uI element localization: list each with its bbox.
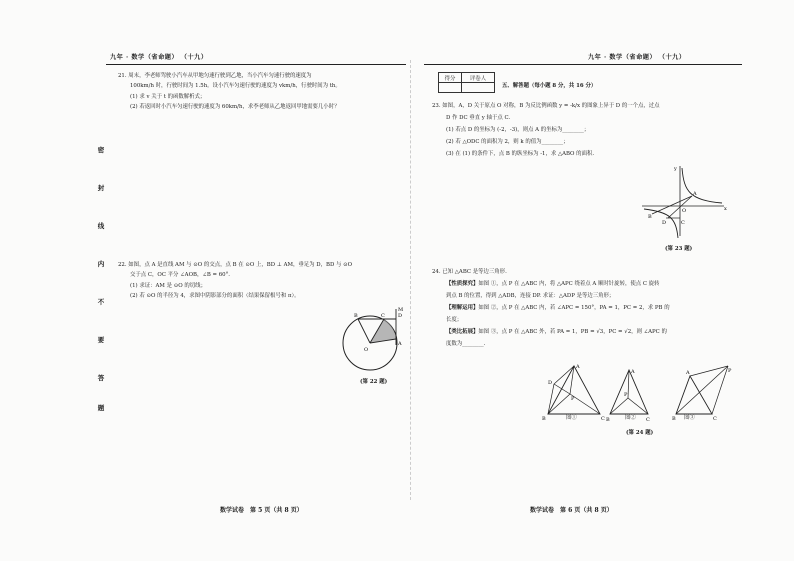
q21-line2: 100km/h 时，行驶时间为 1.5h。设小汽车匀速行驶的速度为 vkm/h，行驶时间为 th。 — [130, 83, 341, 89]
q24-figure-3 — [672, 362, 734, 424]
score-cell — [439, 83, 462, 93]
seal-char: 答 — [97, 374, 105, 382]
q24-line3: 到点 B 的位置，得到 △ADB，连接 DP. 求证：△ADP 是等边三角形； — [446, 293, 615, 299]
q22-line3: (1) 求证：AM 是 ⊙O 的切线； — [130, 283, 206, 289]
header-right: 九年 · 数学（省命题） （十九） — [588, 54, 686, 61]
q24-line6 — [446, 328, 667, 336]
q24-line4 — [446, 304, 670, 312]
q24-line7: 度数为________. — [446, 341, 486, 347]
svg-text:P: P — [728, 368, 732, 374]
seal-char: 不 — [97, 298, 105, 306]
section-five-title: 五、解答题（每小题 8 分，共 16 分） — [502, 83, 597, 89]
score-label: 得分 — [439, 73, 462, 83]
header-rule-left — [106, 64, 406, 65]
seal-char: 封 — [97, 184, 105, 192]
q23-line3: (1) 若点 D 的坐标为 (-2，-3)，则点 A 的坐标为________； — [446, 127, 590, 133]
svg-text:A: A — [631, 369, 635, 375]
label-a: A — [398, 341, 402, 347]
q24-tag-extend: 【类比拓展】 — [446, 329, 479, 335]
q22-line1: 22. 如图，点 A 是直线 AM 与 ⊙O 的交点，点 B 在 ⊙O 上，BD ⊥ AM，垂足为 D，BD 与 ⊙O — [118, 262, 353, 268]
svg-text:B: B — [672, 416, 676, 422]
q21-line4: (2) 若返回时小汽车匀速行驶的速度为 60km/h，求李老师从乙地返回甲地需要几小时？ — [130, 104, 340, 110]
label-c: C — [381, 313, 385, 319]
q24-fig2-label: 图② — [625, 415, 636, 421]
seal-char: 线 — [97, 222, 105, 230]
footer-right: 数学试卷 第 6 页（共 8 页） — [530, 507, 613, 514]
grader-cell — [462, 83, 495, 93]
q23-line5: (3) 在 (1) 的条件下，点 B 的纵坐标为 -1，求 △ABO 的面积. — [446, 151, 595, 157]
q22-line4: (2) 若 ⊙O 的半径为 4，求图中阴影部分的面积（结果保留根号和 π）。 — [130, 293, 300, 299]
q23-caption: (第 23 题) — [665, 246, 693, 252]
q22-line2: 交于点 C，OC 平分 ∠AOB，∠B = 60°. — [130, 272, 231, 278]
seal-char: 题 — [97, 404, 105, 412]
svg-text:P: P — [571, 396, 575, 402]
q21-line3: (1) 求 v 关于 t 的函数解析式； — [130, 94, 206, 100]
svg-text:P: P — [624, 392, 628, 398]
q22-figure — [340, 305, 410, 377]
triangle-abc — [676, 376, 712, 414]
q24-line1: 24. 已知 △ABC 是等边三角形. — [432, 269, 507, 275]
q21-line1: 21. 周末，李老师驾驶小汽车从甲地匀速行驶到乙地，当小汽车匀速行驶的速度为 — [118, 73, 312, 79]
label-c: C — [681, 220, 685, 226]
q23-line1: 23. 如图，A，D 关于原点 O 对称，B 为反比例函数 y = -k/x 的图象上异于 D 的一个点，过点 — [432, 103, 660, 109]
svg-text:B: B — [606, 417, 610, 423]
label-b: B — [648, 214, 652, 220]
svg-text:A: A — [576, 364, 580, 370]
q24-line2-text: 如图 ①，点 P 在 △ABC 内，将 △APC 绕着点 A 顺时针旋转，使点 C 旋转 — [478, 281, 660, 287]
grader-label: 评卷人 — [462, 73, 495, 83]
seal-char: 内 — [97, 260, 105, 268]
score-box — [438, 72, 495, 93]
q24-line6-text: 如图 ③，点 P 在 △ABC 外，若 PA = 1，PB = √3，PC = √2，则 ∠APC 的 — [478, 329, 667, 335]
q23-line2: D 作 DC 垂直 y 轴于点 C. — [446, 115, 511, 121]
q22-caption: (第 22 题) — [360, 379, 388, 385]
q23-figure — [640, 162, 730, 240]
label-m: M — [398, 307, 404, 313]
q24-line4-text: 如图 ②，点 P 在 △ABC 内，若 ∠APC = 150°，PA = 1，PC = 2，求 PB 的 — [478, 305, 670, 311]
label-b: B — [354, 313, 358, 319]
label-o: O — [682, 208, 687, 214]
svg-text:A: A — [686, 370, 690, 376]
q24-line5: 长度； — [446, 317, 463, 323]
footer-left: 数学试卷 第 5 页（共 8 页） — [220, 507, 303, 514]
q24-tag-apply: 【理解运用】 — [446, 305, 479, 311]
svg-text:C: C — [646, 417, 650, 423]
q24-fig1-label: 图① — [566, 415, 577, 421]
svg-text:D: D — [548, 380, 553, 386]
segment-pc — [570, 394, 600, 414]
q24-fig3-label: 图③ — [684, 415, 695, 421]
segment-dp — [554, 384, 570, 394]
q24-tag-property: 【性质探究】 — [446, 281, 479, 287]
q23-line4: (2) 若 △ODC 的面积为 2，则 k 的值为________； — [446, 139, 569, 145]
label-o: O — [364, 347, 369, 353]
label-d: D — [662, 220, 667, 226]
header-left: 九年 · 数学（省命题） （十九） — [110, 54, 208, 61]
label-y: y — [674, 166, 677, 172]
label-x: x — [724, 206, 727, 212]
seal-char: 密 — [97, 146, 105, 154]
line-ob — [358, 319, 370, 343]
page-divider — [410, 60, 411, 500]
header-rule-right — [424, 64, 742, 65]
seal-char: 要 — [97, 336, 105, 344]
svg-text:B: B — [542, 416, 546, 422]
svg-text:C: C — [601, 416, 605, 422]
label-d: D — [398, 313, 403, 319]
q24-caption: (第 24 题) — [626, 430, 654, 436]
q24-line2 — [446, 280, 659, 288]
svg-text:C: C — [713, 416, 717, 422]
label-a: A — [693, 191, 697, 197]
